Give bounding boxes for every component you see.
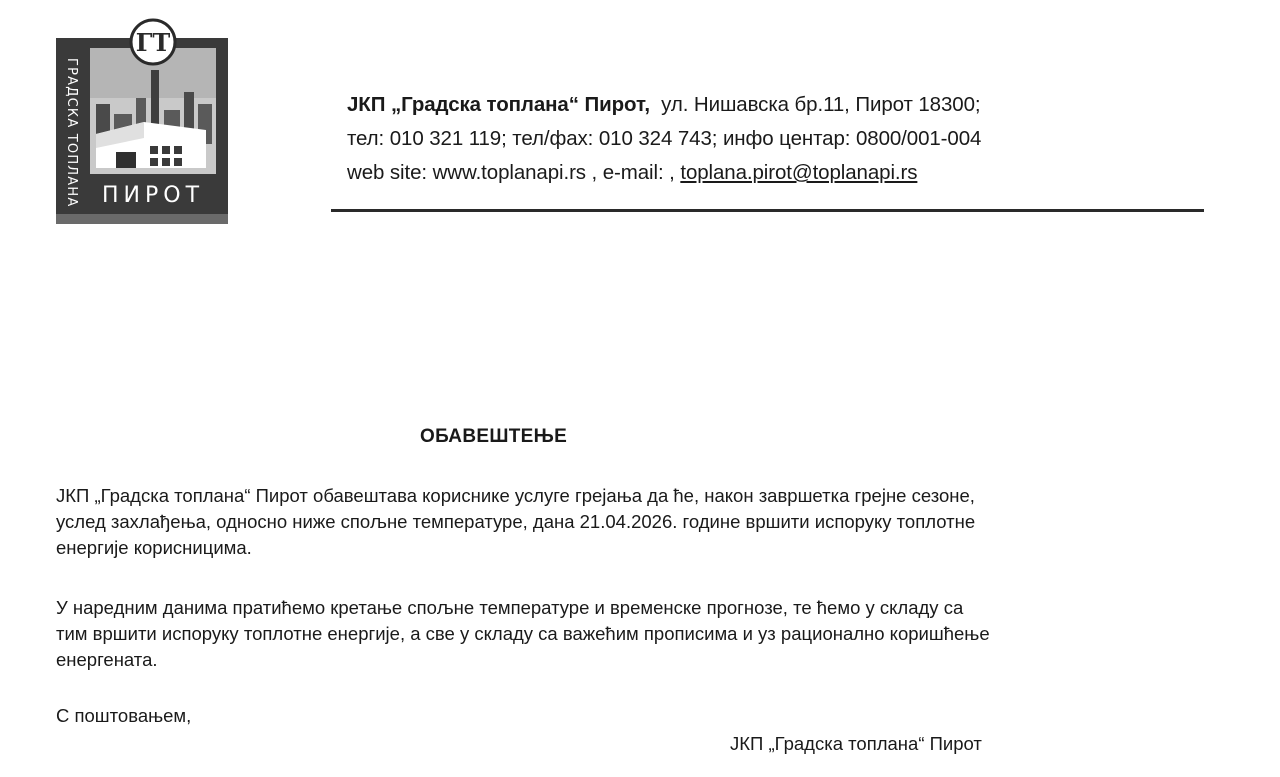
org-name: ЈКП „Градска топлана“ Пирот, — [347, 93, 650, 116]
logo-city: ПИРОТ — [101, 183, 205, 208]
greeting: С поштовањем, — [56, 705, 192, 726]
header-divider — [331, 209, 1204, 212]
paragraph-1-line: услед захлађења, односно ниже спољне температуре, дана 21.04.2026. године вршити испоруку топлотне — [56, 511, 976, 532]
signature: ЈКП „Градска топлана“ Пирот — [730, 733, 982, 754]
letterhead — [347, 88, 981, 190]
company-logo — [56, 18, 228, 226]
notice-title: ОБАВЕШТЕЊЕ — [420, 426, 568, 447]
paragraph-2 — [56, 595, 1216, 673]
paragraph-1 — [56, 483, 1216, 561]
logo-monogram: ГТ — [135, 28, 171, 57]
paragraph-2-line: енергената. — [56, 649, 158, 670]
paragraph-2-line: У наредним данима пратићемо кретање спољне температуре и временске прогнозе, те ћемо у складу са — [56, 597, 964, 618]
paragraph-2-line: тим вршити испоруку топлотне енергије, а све у складу са важећим прописима и уз рационално коришћење — [56, 623, 990, 644]
header-line-3 — [347, 156, 981, 190]
email-link[interactable]: toplana.pirot@toplanapi.rs — [680, 161, 918, 184]
paragraph-1-line: ЈКП „Градска топлана“ Пирот обавештава кориснике услуге грејања да ће, након завршетка грејне сезоне, — [56, 485, 975, 506]
phones: тел: 010 321 119; тел/фах: 010 324 743; инфо центар: 0800/001-004 — [347, 127, 982, 150]
paragraph-1-line: енергије корисницима. — [56, 537, 252, 558]
web-prefix: web site: www.toplanapi.rs , e-mail: , — [347, 161, 681, 184]
header-line-1 — [347, 88, 981, 122]
address: ул. Нишавска бр.11, Пирот 18300; — [661, 93, 981, 116]
logo-vertical-text: ГРАДСКА ТОПЛАНА — [64, 58, 79, 208]
